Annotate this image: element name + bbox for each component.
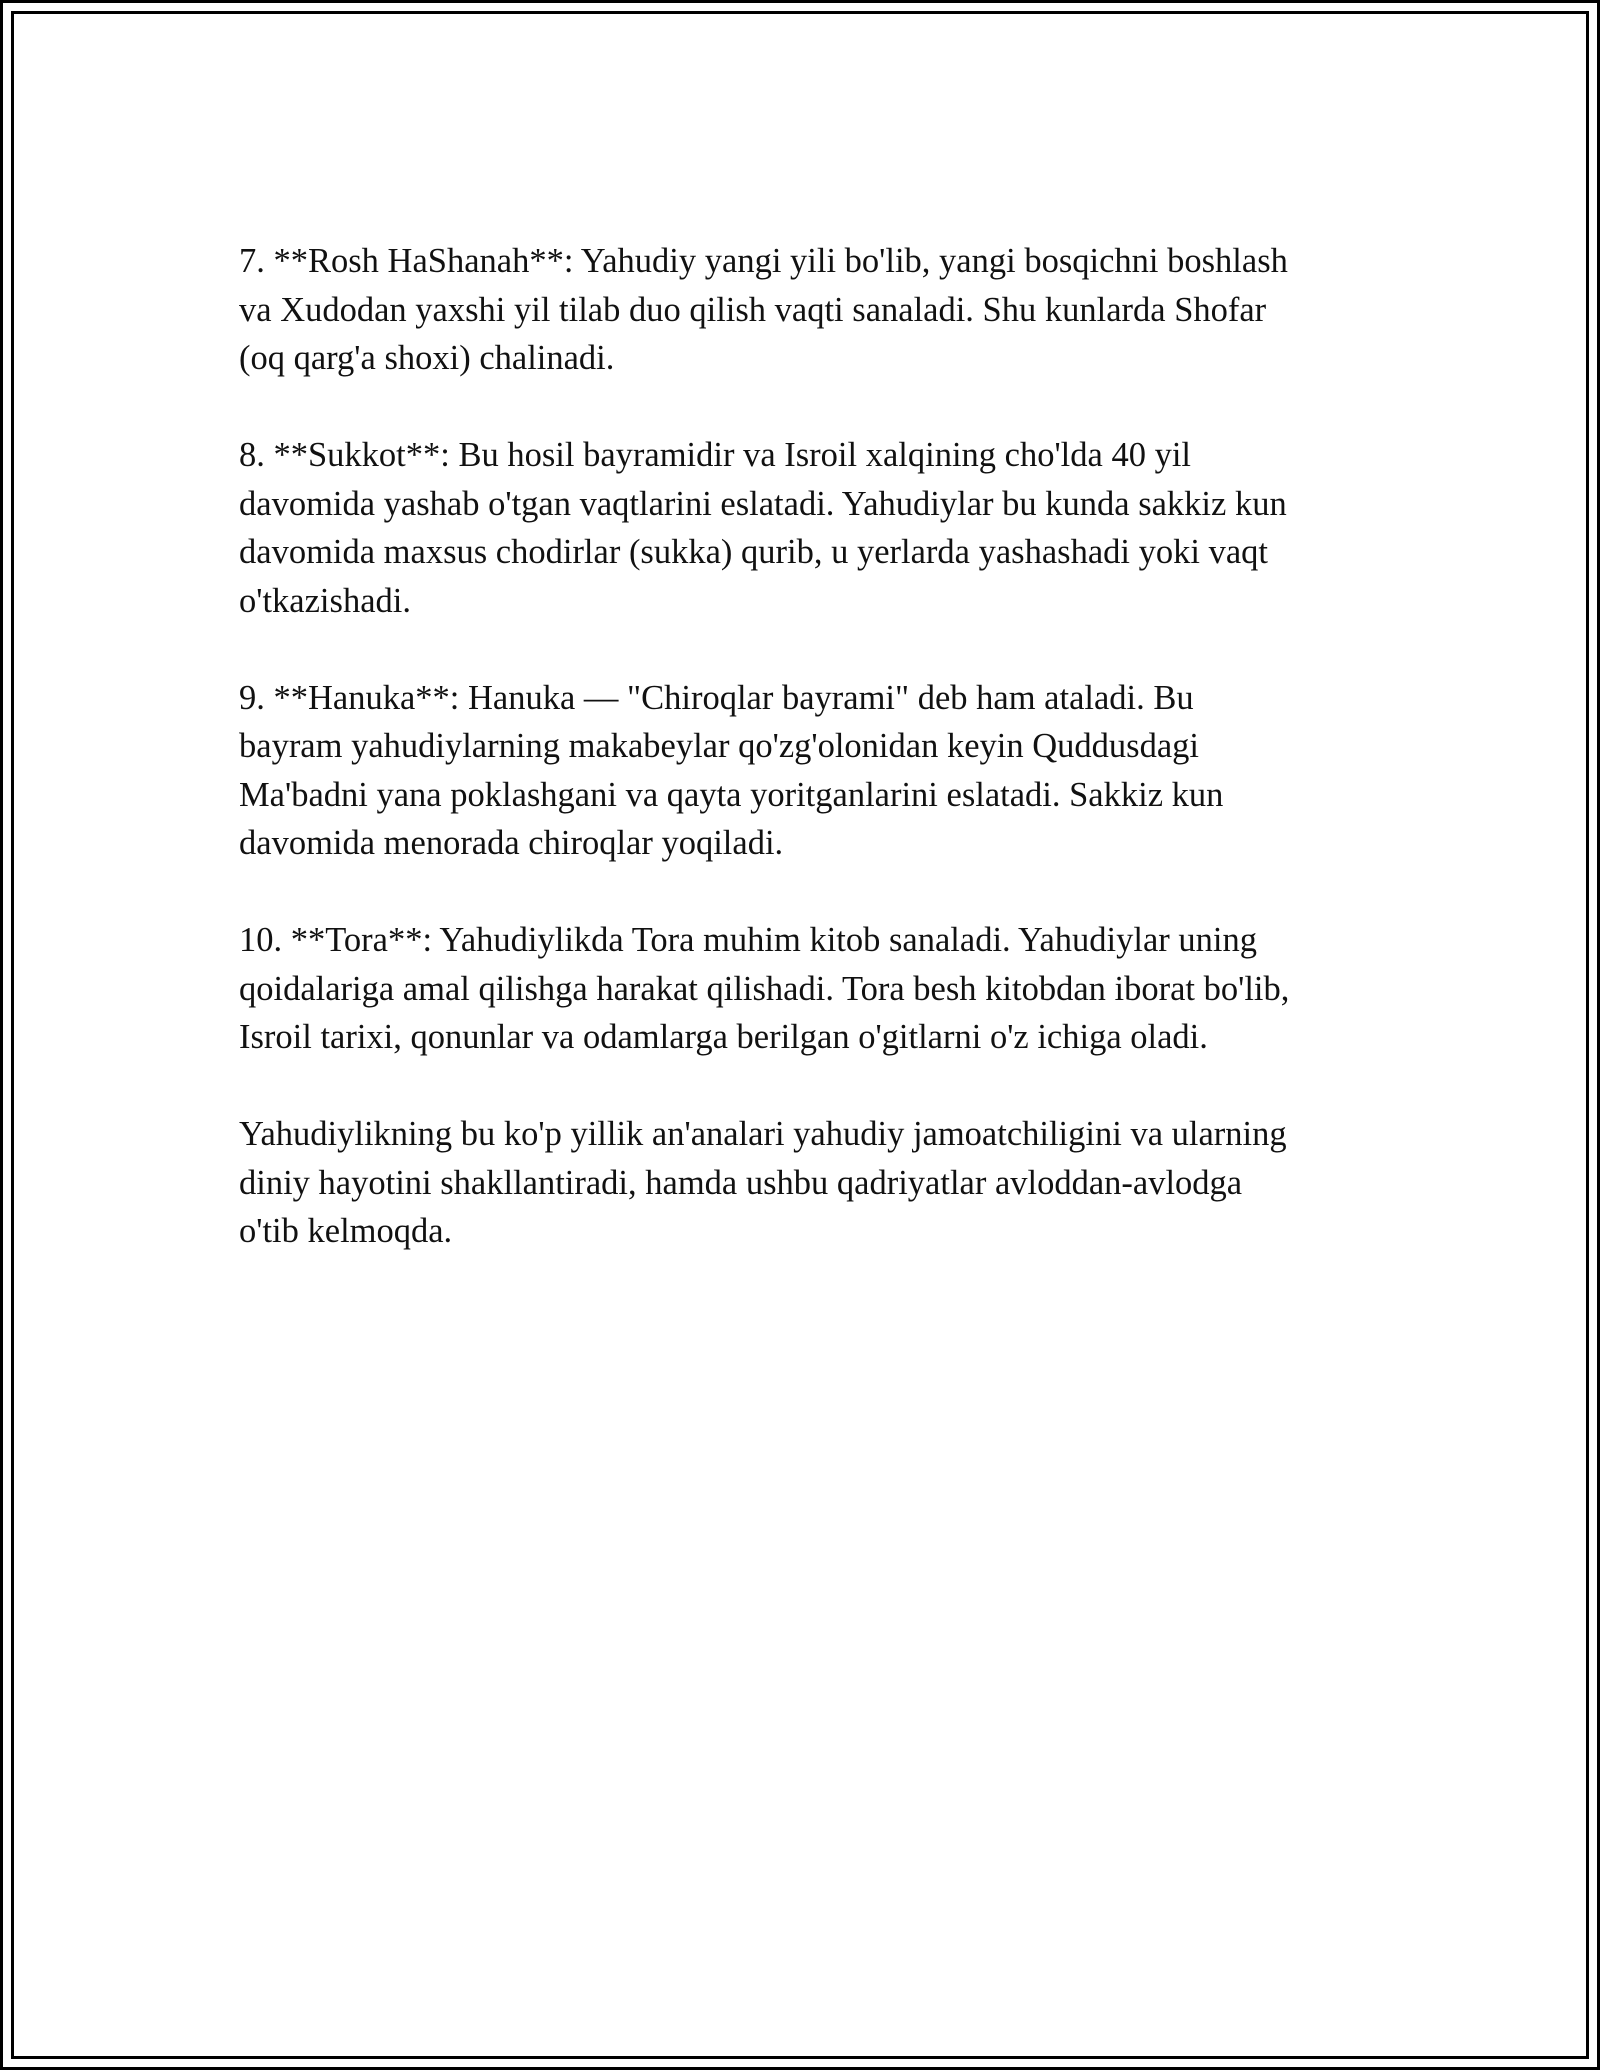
paragraph-hanuka: 9. **Hanuka**: Hanuka — "Chiroqlar bayrami" deb ham ataladi. Bu bayram yahudiylarning makabeylar qo'zg'olonidan keyin Quddusdagi Ma'badni yana poklashgani va qayta yoritganlarini eslatadi. Sakkiz kun davomida menorada chiroqlar yoqiladi. bbox=[239, 678, 1224, 862]
paragraph-conclusion: Yahudiylikning bu ko'p yillik an'analari yahudiy jamoatchiligini va ularning diniy hayotini shakllantiradi, hamda ushbu qadriyatlar avloddan-avlodga o'tib kelmoqda. bbox=[239, 1115, 1287, 1250]
paragraph-sukkot: 8. **Sukkot**: Bu hosil bayramidir va Isroil xalqining cho'lda 40 yil davomida yashab o'tgan vaqtlarini eslatadi. Yahudiylar bu kunda sakkiz kun davomida maxsus chodirlar (sukka) qurib, u yerlarda yashashadi yoki vaqt o'tkazishadi. bbox=[239, 436, 1287, 620]
paragraph-tora: 10. **Tora**: Yahudiylikda Tora muhim kitob sanaladi. Yahudiylar uning qoidalariga amal qilishga harakat qilishadi. Tora besh kitobdan iborat bo'lib, Isroil tarixi, qonunlar va odamlarga berilgan o'gitlarni o'z ichiga oladi. bbox=[239, 921, 1290, 1056]
document-body bbox=[239, 237, 1379, 1304]
paragraph-rosh-hashanah: 7. **Rosh HaShanah**: Yahudiy yangi yili bo'lib, yangi bosqichni boshlash va Xudodan yaxshi yil tilab duo qilish vaqti sanaladi. Shu kunlarda Shofar (oq qarg'a shoxi) chalinadi. bbox=[239, 242, 1288, 377]
